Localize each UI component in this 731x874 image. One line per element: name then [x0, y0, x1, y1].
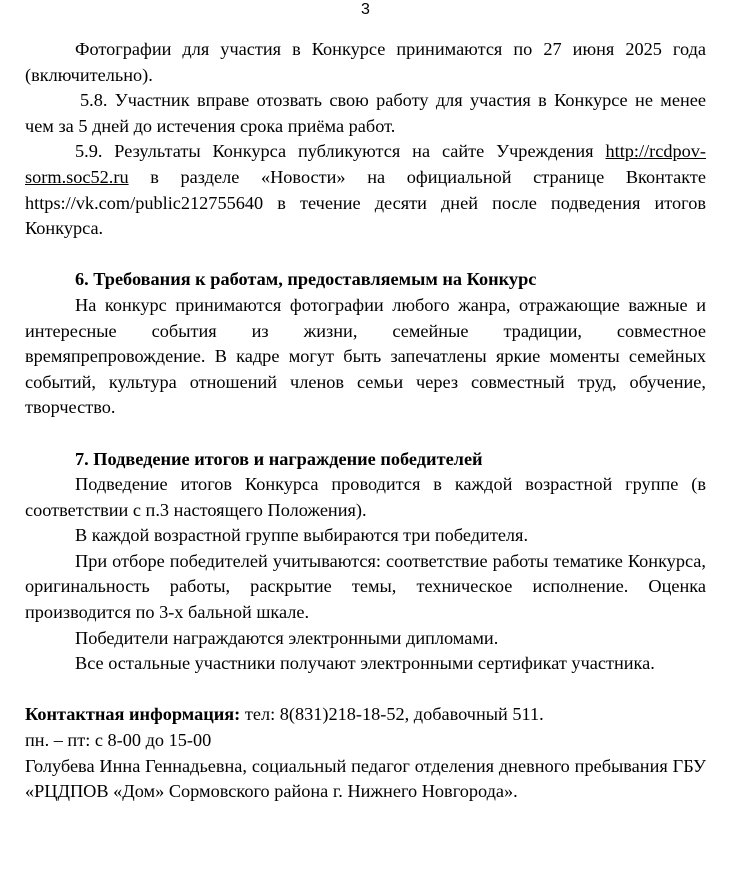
section-6-heading: 6. Требования к работам, предоставляемым на Конкурс — [75, 269, 537, 290]
institution-site-link[interactable]: http://rcdpov-sorm.soc52.ru — [25, 141, 706, 187]
section-7-paragraph-5: Все остальные участники получают электронными сертификат участника. — [75, 653, 655, 674]
contact-hours: пн. – пт: с 8-00 до 15-00 — [25, 730, 212, 751]
section-7-paragraph-2: В каждой возрастной группе выбираются три победителя. — [75, 525, 529, 546]
section-7-heading: 7. Подведение итогов и награждение победителей — [75, 448, 483, 469]
contact-info-label: Контактная информация: — [25, 704, 241, 725]
paragraph-5-9 — [25, 139, 706, 241]
section-7-paragraph-4: Победители награждаются электронными дипломами. — [75, 627, 499, 648]
paragraph-photo-deadline: Фотографии для участия в Конкурсе принимаются по 27 июня 2025 года (включительно). — [25, 39, 706, 85]
document-body — [25, 37, 706, 805]
section-7-paragraph-1: Подведение итогов Конкурса проводится в каждой возрастной группе (в соответствии с п.3 настоящего Положения). — [25, 474, 706, 520]
contact-person: Голубева Инна Геннадьевна, социальный педагог отделения дневного пребывания ГБУ «РЦДПОВ «Дом» Сормовского района г. Нижнего Новгорода». — [25, 755, 706, 802]
section-6-text: На конкурс принимаются фотографии любого жанра, отражающие важные и интересные события из жизни, семейные традиции, совместное времяпрепровождение. В кадре могут быть запечатлены яркие моменты семейных событий, культура отношений членов семьи через совместный труд, обучение, творчество. — [25, 294, 706, 418]
paragraph-5-9-text-start: 5.9. Результаты Конкурса публикуются на сайте Учреждения — [75, 141, 606, 162]
page-number: 3 — [361, 1, 370, 18]
contact-phone: тел: 8(831)218-18-52, добавочный 511. — [240, 704, 544, 725]
paragraph-5-8: 5.8. Участник вправе отозвать свою работу для участия в Конкурсе не менее чем за 5 дней до истечения срока приёма работ. — [25, 90, 706, 136]
section-7-paragraph-3: При отборе победителей учитываются: соответствие работы тематике Конкурса, оригинальность работы, раскрытие темы, техническое исполнение. Оценка производится по 3-х бальной шкале. — [25, 550, 706, 623]
paragraph-5-9-text-end: в разделе «Новости» на официальной странице Вконтакте https://vk.com/public212755640 в течение десяти дней после подведения итогов Конкурса. — [25, 166, 706, 239]
contact-info-line — [25, 702, 706, 728]
